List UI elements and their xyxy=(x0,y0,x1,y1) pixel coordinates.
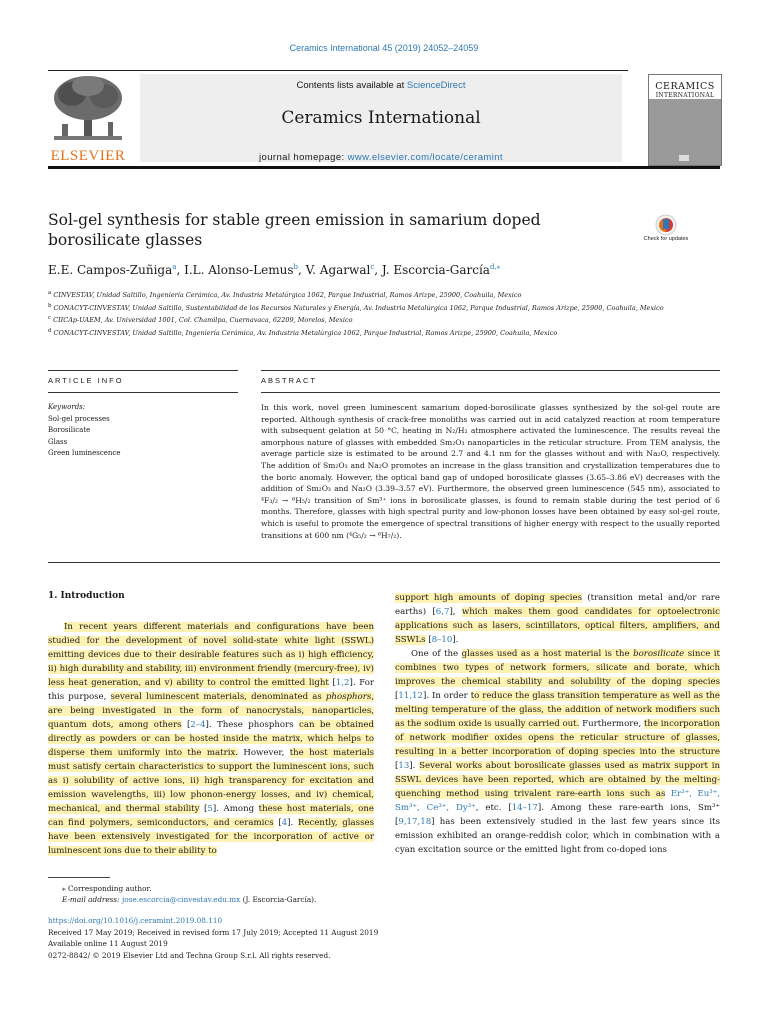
intro-column-1 xyxy=(48,620,374,858)
highlighted-text: to reduce the glass transition temperature as well as the melting temperature of the glass, the addition of network modifiers such as the sodium oxide is usually carried out. xyxy=(395,691,720,729)
highlighted-text: the host materials must satisfy certain characteristics to support the luminescent ions, such as i) solubility of active ions, ii) high transparency for excitation and emission wavelengths, iii) low phonon-energy losses, and iv) chemical, mechanical, and thermal stability xyxy=(48,748,374,814)
abstract-top-rule xyxy=(261,370,720,371)
affiliations xyxy=(48,288,688,339)
tree-logo-icon xyxy=(48,74,128,146)
highlighted-text: phosphors xyxy=(325,692,372,702)
highlighted-text: several luminescent materials, denominated as xyxy=(110,692,326,702)
keyword-item: Borosilicate xyxy=(48,426,91,434)
body-text: ]. In order xyxy=(422,691,471,701)
affiliation-a: $^a$ CINVESTAV, Unidad Saltillo, Ingeniería Cerámica, Av. Industria Metalúrgica 1062, Parque Industrial, Ramos Arizpe, 25900, Coahuila, Mexico xyxy=(48,290,522,300)
publication-info xyxy=(48,915,548,962)
highlighted-text: can be obtained directly as powders or can be hosted inside the matrix, which helps to disperse them uniformly into the matrix. xyxy=(48,720,374,758)
body-text: [ xyxy=(425,635,432,645)
highlighted-text: the incorporation of network modifier oxides opens the reticular structure of glasses, resulting in a better incorporation of doping species into the structure xyxy=(395,719,720,757)
citation-link[interactable]: 8–10 xyxy=(431,635,453,645)
body-text: ]. For this purpose, xyxy=(48,678,374,702)
body-text: , etc. [ xyxy=(475,803,512,813)
copyright: 0272-8842/ © 2019 Elsevier Ltd and Techna Group S.r.l. All rights reserved. xyxy=(48,951,331,961)
body-text: Furthermore, xyxy=(579,719,644,729)
citation-link[interactable]: 11,12 xyxy=(398,691,423,701)
cover-publisher-mark-icon xyxy=(679,155,689,161)
body-text: [ xyxy=(181,720,191,730)
check-updates-label: Check for updates xyxy=(643,236,689,242)
citation-link[interactable]: 5 xyxy=(207,804,213,814)
highlighted-text: these host materials, one can find polymers, semiconductors, and ceramics xyxy=(48,804,374,828)
journal-header xyxy=(140,74,622,162)
body-text: ]. xyxy=(452,635,459,645)
body-text: [ xyxy=(273,818,282,828)
cover-title: CERAMICS xyxy=(655,81,715,92)
author-4[interactable]: J. Escorcia-García$^{d,⁎}$ xyxy=(381,263,501,277)
body-text: [ xyxy=(395,691,399,701)
intro-paragraph-2 xyxy=(395,591,720,647)
author-list: E.E. Campos-Zuñiga$^a$, I.L. Alonso-Lemus$^b$, V. Agarwal$^c$, J. Escorcia-García$^{d,⁎}$ xyxy=(48,263,501,277)
affiliation-c: $^c$ CIICAp-UAEM, Av. Universidad 1001, Col. Chamilpa, Cuernavaca, 62209, Morelos, Mexico xyxy=(48,315,353,325)
keyword-item: Green luminescence xyxy=(48,449,121,457)
body-text: [ xyxy=(199,804,208,814)
citation-link[interactable]: 9,17,18 xyxy=(398,817,432,827)
body-text: ]. Among xyxy=(212,804,259,814)
journal-reference[interactable]: Ceramics International 45 (2019) 24052–24059 xyxy=(289,43,479,53)
body-text: ], xyxy=(449,607,462,617)
check-updates-icon xyxy=(646,213,686,237)
corresponding-author-note: ⁎ Corresponding author. xyxy=(62,884,152,893)
journal-title: Ceramics International xyxy=(281,108,481,128)
footnote-rule xyxy=(48,877,110,878)
intro-paragraph-3 xyxy=(395,647,720,857)
journal-cover[interactable] xyxy=(648,74,722,166)
body-text: ]. These phosphors xyxy=(205,720,300,730)
keyword-item: Sol-gel processes xyxy=(48,414,110,423)
highlighted-text: since it combines two types of network formers, silicate and borate, which improves the chemical stability and solubility of the doping species xyxy=(395,649,721,687)
keyword-item: Glass xyxy=(48,437,68,446)
citation-link[interactable]: Er³⁺, Eu³⁺, Sm³⁺, Ce³⁺, Dy³⁺ xyxy=(395,789,720,813)
body-text: However, xyxy=(238,748,290,758)
keywords-label: Keywords: xyxy=(48,403,86,411)
body-text: ]. xyxy=(409,761,420,771)
highlighted-text: Recently, glasses have been extensively investigated for the incorporation of active or luminescent ions due to their ability to xyxy=(48,818,374,856)
highlighted-text: In recent years different materials and configurations have been studied for the development of novel solid-state white light (SSWL) emitting devices due to their desirable features such as i) high efficiency, ii) high durability and stability, iii) environment friendly (mercury-free), iv) less heat generation, and v) ability to control the emitted light xyxy=(48,622,374,688)
highlighted-text: Several works about borosilicate glasses used as matrix support in SSWL devices have been reported, which are obtained by the melting-quenching method using trivalent rare-earth ions such as xyxy=(395,761,720,799)
footnote xyxy=(48,883,448,905)
citation-link[interactable]: 4 xyxy=(281,818,288,828)
cover-subtitle: INTERNATIONAL xyxy=(655,92,715,99)
body-text: ]. Among these rare-earth ions, Sm³⁺ [ xyxy=(395,803,720,827)
citation-link[interactable]: 13 xyxy=(398,761,410,771)
body-text: (transition metal and/or rare earths) [ xyxy=(395,593,720,617)
body-text: ] has been extensively studied in the last few years since its emission exhibited an orange-reddish color, which in combination with a cyan excitation source or the emitted light from co-doped ions xyxy=(395,817,720,855)
abstract-heading: ABSTRACT xyxy=(261,376,318,385)
article-title: Sol-gel synthesis for stable green emission in samarium doped borosilicate glasses xyxy=(48,211,541,249)
abstract-rule xyxy=(261,392,720,393)
affiliation-b: $^b$ CONACYT-CINVESTAV, Unidad Saltillo, Sustentabilidad de los Recursos Naturales y Energía, Av. Industria Metalúrgica 1062, Parque Industrial, Ramos Arizpe, 25900, Coahuila, Mexico xyxy=(48,302,664,312)
body-text: [ xyxy=(395,761,399,771)
contents-line: Contents lists available at ScienceDirect xyxy=(296,80,466,91)
journal-homepage: journal homepage: www.elsevier.com/locate/ceramint xyxy=(259,152,503,163)
highlighted-text: borosilicate xyxy=(633,649,685,659)
highlighted-text: glasses used as a host material is the xyxy=(461,649,634,659)
citation-link[interactable]: 1,2 xyxy=(335,678,350,688)
keywords xyxy=(48,402,238,460)
highlighted-text: support high amounts of doping species xyxy=(395,593,583,603)
sciencedirect-link[interactable]: ScienceDirect xyxy=(406,80,466,91)
elsevier-wordmark: ELSEVIER xyxy=(50,148,126,164)
homepage-link[interactable]: www.elsevier.com/locate/ceramint xyxy=(347,152,503,163)
citation-link[interactable]: 14–17 xyxy=(511,803,538,813)
header-rule xyxy=(48,70,628,71)
affiliation-d: $^d$ CONACYT-CINVESTAV, Unidad Saltillo, Ingeniería Cerámica, Av. Industria Metalúrgica 1062, Parque Industrial, Ramos Arizpe, 25900, Coahuila, Mexico xyxy=(48,327,558,338)
email-link[interactable]: jose.escorcia@cinvestav.edu.mx xyxy=(121,895,241,904)
article-info-top-rule xyxy=(48,370,238,371)
email-line: E-mail address: jose.escorcia@cinvestav.edu.mx (J. Escorcia-García). xyxy=(62,895,317,904)
body-text: [ xyxy=(328,678,336,688)
intro-column-2 xyxy=(395,591,720,857)
section-heading-introduction: 1. Introduction xyxy=(48,591,125,601)
citation-link[interactable]: 2–4 xyxy=(190,720,206,730)
body-text: ]. xyxy=(287,818,298,828)
header-thick-rule xyxy=(48,166,720,169)
article-info-rule xyxy=(48,392,238,393)
abstract-text: In this work, novel green luminescent samarium doped-borosilicate glasses synthesized by the sol-gel route are reported. Although synthesis of crack-free monoliths was carried out in acid catalyzed reaction at room temperature with subsequent gelation at 50 °C, heating in N₂/H₂ atmosphere activated the luminescence. The results reveal the amorphous nature of glasses with embedded Sm₂O₃ nanoparticles in the reticular structure. From TEM analysis, the average particle size is estimated to be around 2.7 and 4.1 nm for the glasses without and with Na₂O, respectively. The addition of Sm₂O₃ and Na₂O promotes an increase in the glass transition and crystallization temperatures due to the boric anomaly. However, the optical band gap of undoped borosilicate glasses (3.65–3.86 eV) decreases with the addition of Sm₂O₃ and Na₂O (3.39–3.57 eV). Furthermore, the observed green luminescence (545 nm), associated to ⁴F₃/₂ → ⁶H₅/₂ transition of Sm³⁺ ions in borosilicate glasses, is found to remain stable during the test period of 6 months. Therefore, glasses with high spectral purity and low-phonon losses have been obtained by easy sol-gel route, which is useful to promote the emergence of spectral transitions of higher energy with respect to the usually reported transitions at 600 nm (⁴G₅/₂ → ⁶H₇/₂). xyxy=(261,403,720,540)
article-info-heading: ARTICLE INFO xyxy=(48,376,124,385)
highlighted-text: which makes them good candidates for optoelectronic applications such as lasers, scintillators, optical filters, amplifiers, and SSWLs xyxy=(395,607,720,645)
author-2[interactable]: I.L. Alonso-Lemus$^b$ xyxy=(184,263,298,277)
citation-link[interactable]: 6,7 xyxy=(435,607,450,617)
author-3[interactable]: V. Agarwal$^c$ xyxy=(305,263,375,277)
doi-link[interactable]: https://doi.org/10.1016/j.ceramint.2019.08.110 xyxy=(48,916,223,925)
check-for-updates-badge[interactable] xyxy=(646,213,686,253)
abstract-bottom-rule xyxy=(48,562,720,563)
history-dates: Received 17 May 2019; Received in revised form 17 July 2019; Accepted 11 August 2019 xyxy=(48,927,379,937)
body-text: One of the xyxy=(411,649,462,659)
online-date: Available online 11 August 2019 xyxy=(48,939,168,949)
highlighted-text: , are being investigated in the form of nanocrystals, nanoparticles, quantum dots, among others xyxy=(48,692,374,730)
author-1[interactable]: E.E. Campos-Zuñiga$^a$ xyxy=(48,263,177,277)
